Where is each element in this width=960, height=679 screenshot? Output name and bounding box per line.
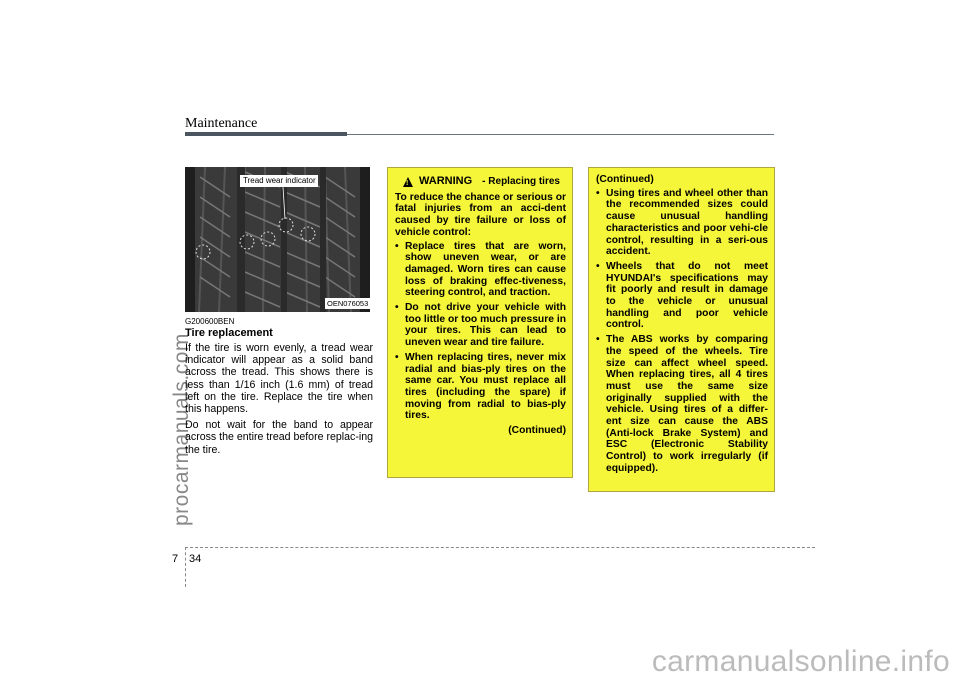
warning-box <box>387 167 573 478</box>
article-body <box>185 342 373 460</box>
warning-list <box>395 241 566 423</box>
watermark-left-text: procarmanuals.com <box>170 333 193 526</box>
continued-warning-box <box>588 167 775 492</box>
watermark-bottom: carmanualsonline.info <box>651 645 950 678</box>
warning-triangle-icon <box>403 177 413 187</box>
tread-wear-callout: Tread wear indicator <box>243 176 316 185</box>
article-paragraph: If the tire is worn evenly, a tread wear indicator will appear as a solid band across the tread. This shows there is less than 1/16 inch (1.6 mm) of tread left on the tire. Replace the tire when this happens. <box>185 342 373 416</box>
continued-item: • The ABS works by comparing the speed of the wheels. Tire size can affect wheel speed. When replacing tires, all 4 tires must use the same size originally supplied with the vehicle. Using tires of a differ-ent size can cause the ABS (Anti-lock Brake System) and ESC (Electronic Stability Control) to work irregularly (if equipped). <box>596 334 768 474</box>
warning-intro: To reduce the chance or serious or fatal injuries from an acci-dent caused by tire failure or loss of vehicle control: <box>395 191 566 238</box>
figure-code: OEN076053 <box>327 299 369 308</box>
continued-item: • Using tires and wheel other than the recommended sizes could cause unusual handling characteristics and poor vehi-cle control, resulting in a seri-ous accident. <box>596 188 768 258</box>
continued-list <box>596 188 768 475</box>
article-heading: Tire replacement <box>185 327 273 339</box>
warning-item: • Do not drive your vehicle with too little or too much pressure in your tires. This can lead to uneven wear and tire failure. <box>395 302 566 349</box>
warning-item: • Replace tires that are worn, show uneven wear, or are damaged. Worn tires can cause loss of braking effec-tiveness, steering control, and traction. <box>395 241 566 300</box>
continued-item: • Wheels that do not meet HYUNDAI's specifications may fit poorly and result in damage to the vehicle or unusual handling and poor vehicle control. <box>596 261 768 331</box>
section-title: Maintenance <box>185 116 258 131</box>
page-number: 34 <box>189 553 202 565</box>
continued-header: (Continued) <box>596 174 654 185</box>
header-rule-thin <box>347 134 774 135</box>
article-code: G200600BEN <box>185 317 235 326</box>
warning-title <box>403 176 566 188</box>
article-paragraph: Do not wait for the band to appear across the entire tread before replac-ing the tire. <box>185 419 373 456</box>
warning-subject: - Replacing tires <box>482 176 560 187</box>
footer-divider <box>185 547 186 587</box>
warning-item: • When replacing tires, never mix radial and bias-ply tires on the same car. You must replace all tires (including the spare) if moving from radial to bias-ply tires. <box>395 352 566 422</box>
tire-tread-photo <box>185 167 370 312</box>
watermark-left <box>144 170 193 530</box>
tire-tread-illustration <box>185 167 370 312</box>
chapter-number: 7 <box>172 553 179 565</box>
footer-rule <box>185 547 815 548</box>
warning-label: WARNING <box>419 175 473 187</box>
header-rule-dark <box>185 132 347 136</box>
warning-continued: (Continued) <box>508 425 566 437</box>
